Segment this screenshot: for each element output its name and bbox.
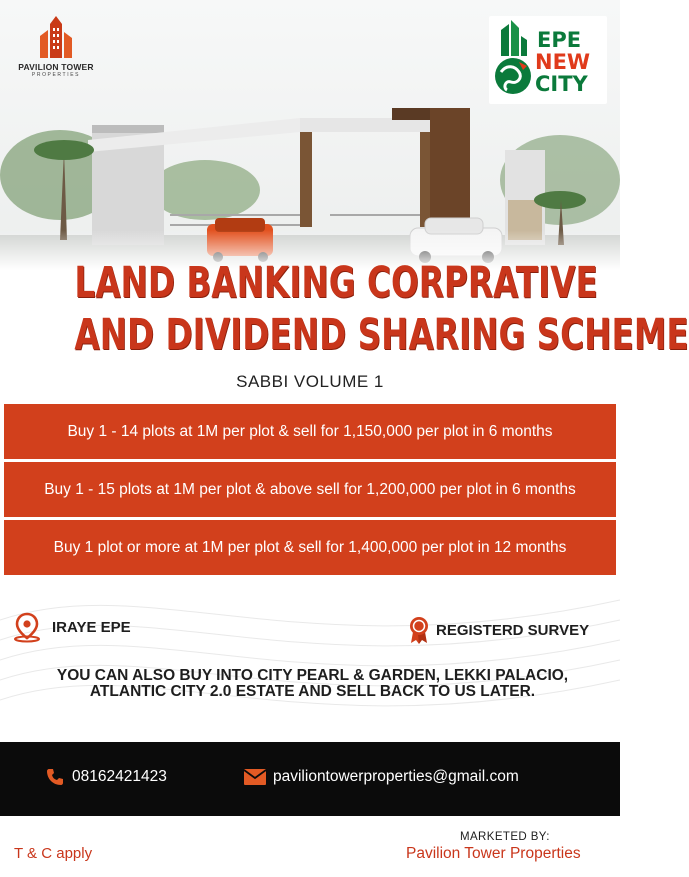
logo-new-text: NEW — [535, 50, 591, 74]
contact-bar — [0, 742, 620, 816]
offer-item — [4, 520, 616, 575]
email-address: paviliontowerproperties@gmail.com — [273, 768, 519, 785]
offer-list — [4, 404, 616, 578]
background-wave-lines — [0, 560, 620, 750]
location-feature — [12, 612, 131, 642]
survey-feature — [408, 616, 589, 644]
city-globe-icon — [489, 16, 539, 104]
survey-label: REGISTERD SURVEY — [436, 621, 590, 639]
epe-new-city-logo — [489, 16, 607, 104]
cross-sell-note: YOU CAN ALSO BUY INTO CITY PEARL & GARDEN, LEKKI PALACIO, ATLANTIC CITY 2.0 ESTATE AND SELL BACK TO US LATER. — [56, 667, 569, 700]
envelope-icon — [243, 768, 267, 786]
email-contact[interactable] — [243, 768, 519, 786]
phone-icon — [46, 768, 64, 786]
terms-note: T & C apply — [14, 845, 93, 862]
headline — [0, 257, 689, 361]
headline-line-2: AND DIVIDEND SHARING SCHEME — [74, 310, 689, 360]
volume-label: SABBI VOLUME 1 — [236, 372, 384, 391]
offer-item — [4, 462, 616, 517]
logo-epe-text: EPE — [537, 28, 582, 52]
headline-line-1: LAND BANKING CORPRATIVE — [74, 258, 598, 308]
offer-text: Buy 1 - 14 plots at 1M per plot & sell for 1,150,000 per plot in 6 months — [67, 422, 553, 440]
phone-contact[interactable] — [46, 768, 167, 786]
logo-city-text: CITY — [535, 72, 588, 96]
award-badge-icon — [408, 616, 430, 644]
pavilion-tower-logo — [14, 14, 98, 94]
offer-text: Buy 1 plot or more at 1M per plot & sell for 1,400,000 per plot in 12 months — [53, 538, 567, 556]
offer-text: Buy 1 - 15 plots at 1M per plot & above sell for 1,200,000 per plot in 6 months — [44, 480, 576, 498]
location-pin-icon — [12, 612, 42, 642]
logo-brand-text: PAVILION TOWER — [18, 62, 94, 72]
phone-number: 08162421423 — [72, 768, 167, 785]
marketer-name: Pavilion Tower Properties — [406, 845, 581, 862]
tower-logo-icon — [34, 14, 78, 58]
location-label: IRAYE EPE — [52, 618, 131, 636]
offer-item — [4, 404, 616, 459]
logo-sub-text: PROPERTIES — [31, 72, 81, 78]
marketed-by-label: MARKETED BY: — [460, 831, 550, 843]
